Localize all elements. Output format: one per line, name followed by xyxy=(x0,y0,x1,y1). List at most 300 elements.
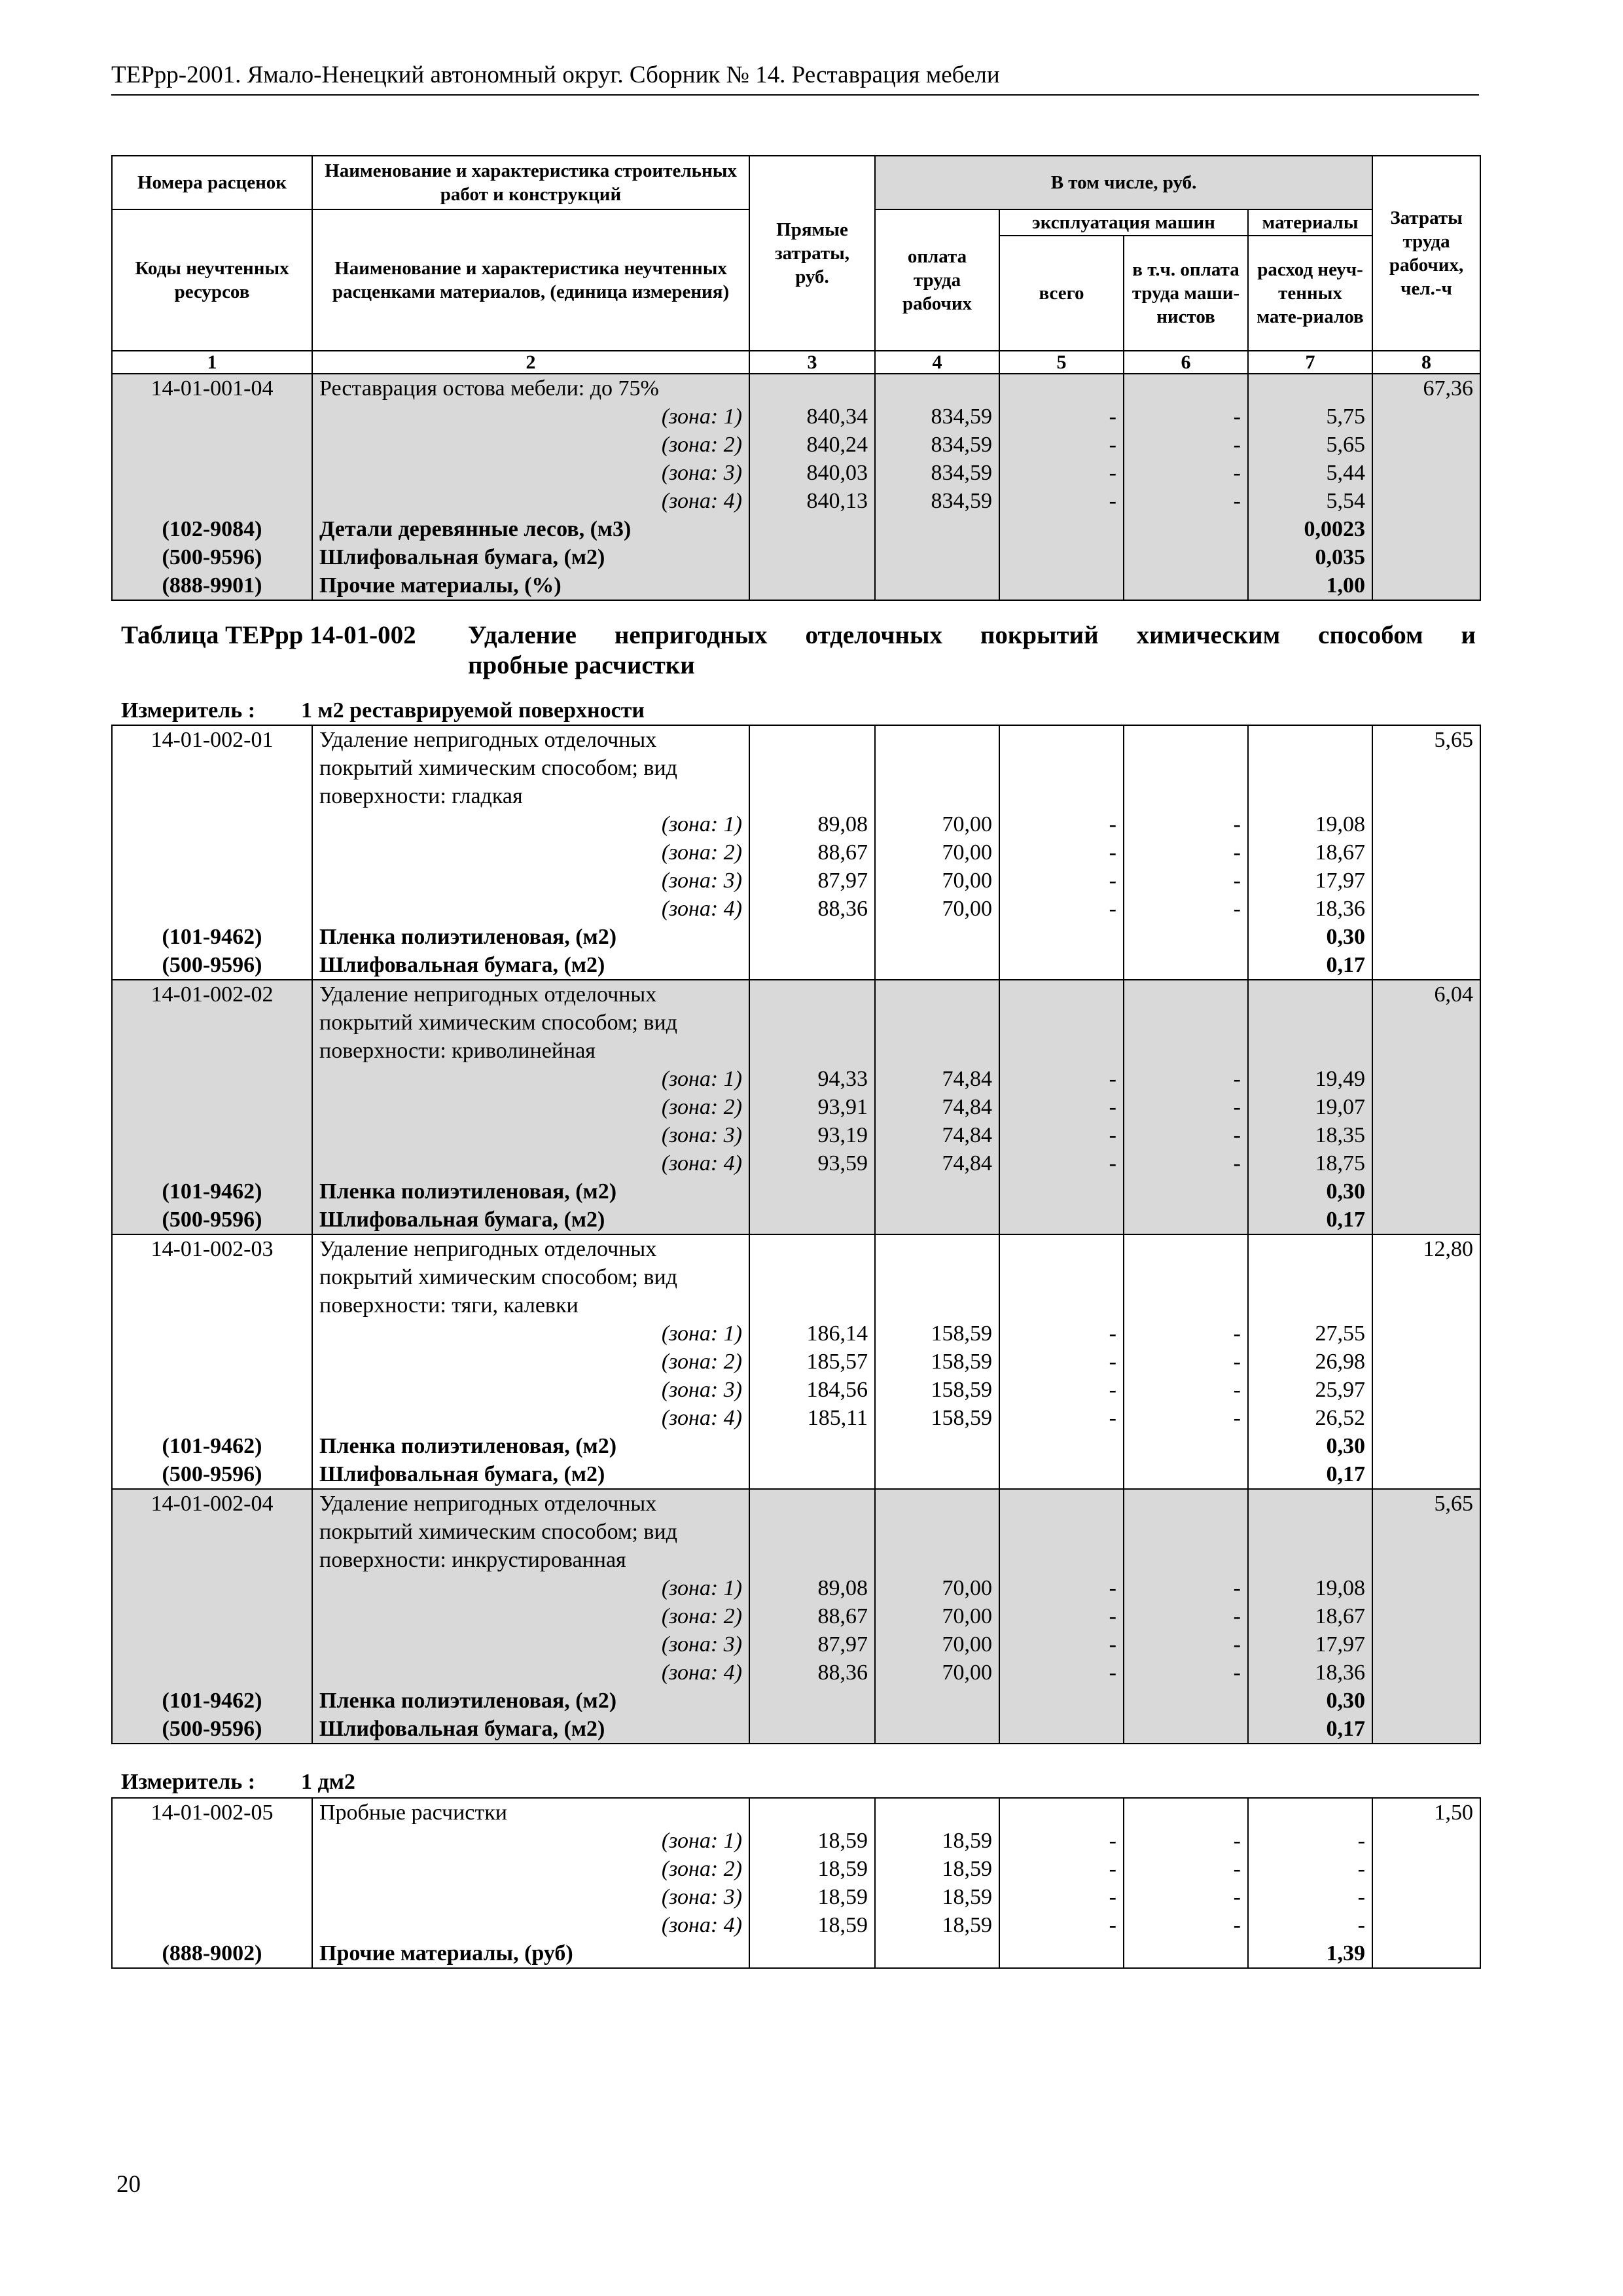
empty-cell xyxy=(999,1291,1124,1319)
rate-description: Удаление непригодных отделочных xyxy=(312,980,749,1009)
rate-description: Удаление непригодных отделочных xyxy=(312,1489,749,1518)
resource-name: Шлифовальная бумага, (м2) xyxy=(312,1460,749,1489)
rates-table-continued xyxy=(111,155,1481,601)
empty-cell xyxy=(112,1630,312,1659)
empty-cell xyxy=(1372,1630,1480,1659)
empty-cell xyxy=(1372,867,1480,895)
zone-row xyxy=(112,1376,1480,1404)
empty-cell xyxy=(749,923,875,951)
machine-wages-cost: - xyxy=(1124,1630,1248,1659)
empty-cell xyxy=(112,1319,312,1348)
entry-row xyxy=(112,374,1480,403)
materials-cost: 18,67 xyxy=(1248,838,1372,867)
materials-cost: - xyxy=(1248,1827,1372,1855)
empty-cell xyxy=(875,1291,999,1319)
empty-cell xyxy=(1372,1460,1480,1489)
empty-cell xyxy=(1248,1263,1372,1291)
empty-cell xyxy=(999,1546,1124,1574)
rate-description: покрытий химическим способом; вид xyxy=(312,1009,749,1037)
table-title-line2: пробные расчистки xyxy=(468,651,695,679)
empty-cell xyxy=(112,1602,312,1630)
empty-cell xyxy=(1372,1065,1480,1093)
empty-cell xyxy=(1124,951,1248,980)
rate-description: Удаление непригодных отделочных xyxy=(312,725,749,754)
wages-cost: 18,59 xyxy=(875,1883,999,1911)
zone-row xyxy=(112,1121,1480,1149)
empty-cell xyxy=(1248,1291,1372,1319)
empty-cell xyxy=(1248,725,1372,754)
material-row xyxy=(112,1177,1480,1206)
zone-row xyxy=(112,1149,1480,1177)
material-row xyxy=(112,1460,1480,1489)
material-row xyxy=(112,571,1480,600)
material-row xyxy=(112,1432,1480,1460)
empty-cell xyxy=(112,1911,312,1939)
machine-wages-cost: - xyxy=(1124,1602,1248,1630)
labor-cost: 5,65 xyxy=(1372,725,1480,754)
empty-cell xyxy=(112,1093,312,1121)
labor-cost: 6,04 xyxy=(1372,980,1480,1009)
empty-cell xyxy=(1248,1546,1372,1574)
zone-row xyxy=(112,838,1480,867)
empty-cell xyxy=(875,1432,999,1460)
zone-label: (зона: 2) xyxy=(312,1348,749,1376)
zone-row xyxy=(112,1065,1480,1093)
direct-cost: 93,59 xyxy=(749,1149,875,1177)
empty-cell xyxy=(1248,980,1372,1009)
direct-cost: 840,03 xyxy=(749,459,875,487)
empty-cell xyxy=(1372,1883,1480,1911)
empty-cell xyxy=(1124,1234,1248,1263)
empty-cell xyxy=(999,1432,1124,1460)
direct-cost: 18,59 xyxy=(749,1911,875,1939)
labor-cost: 12,80 xyxy=(1372,1234,1480,1263)
materials-cost: 17,97 xyxy=(1248,1630,1372,1659)
materials-cost: - xyxy=(1248,1911,1372,1939)
zone-label: (зона: 2) xyxy=(312,1093,749,1121)
resource-consumption: 0,17 xyxy=(1248,951,1372,980)
direct-cost: 184,56 xyxy=(749,1376,875,1404)
empty-cell xyxy=(1372,1574,1480,1602)
empty-cell xyxy=(1372,1432,1480,1460)
empty-cell xyxy=(1248,754,1372,782)
zone-row xyxy=(112,1911,1480,1939)
zone-label: (зона: 1) xyxy=(312,1319,749,1348)
materials-cost: 18,36 xyxy=(1248,895,1372,923)
empty-cell xyxy=(112,1121,312,1149)
empty-cell xyxy=(1124,1798,1248,1827)
empty-cell xyxy=(875,1489,999,1518)
machines-cost: - xyxy=(999,1348,1124,1376)
empty-cell xyxy=(999,1460,1124,1489)
empty-cell xyxy=(1372,1939,1480,1968)
empty-cell xyxy=(1372,951,1480,980)
empty-cell xyxy=(1124,1177,1248,1206)
material-row xyxy=(112,1206,1480,1234)
labor-cost: 67,36 xyxy=(1372,374,1480,403)
measure-value: 1 м2 реставрируемой поверхности xyxy=(301,698,645,723)
zone-label: (зона: 2) xyxy=(312,431,749,459)
empty-cell xyxy=(875,1939,999,1968)
empty-cell xyxy=(112,487,312,515)
empty-cell xyxy=(749,1432,875,1460)
empty-cell xyxy=(749,515,875,543)
wages-cost: 74,84 xyxy=(875,1121,999,1149)
empty-cell xyxy=(1124,980,1248,1009)
direct-cost: 18,59 xyxy=(749,1883,875,1911)
empty-cell xyxy=(112,1037,312,1065)
resource-code: (102-9084) xyxy=(112,515,312,543)
machine-wages-cost: - xyxy=(1124,838,1248,867)
machine-wages-cost: - xyxy=(1124,1827,1248,1855)
direct-cost: 840,13 xyxy=(749,487,875,515)
empty-cell xyxy=(999,1037,1124,1065)
empty-cell xyxy=(749,1687,875,1715)
wages-cost: 74,84 xyxy=(875,1093,999,1121)
resource-code: (101-9462) xyxy=(112,1177,312,1206)
resource-name: Шлифовальная бумага, (м2) xyxy=(312,543,749,571)
resource-consumption: 0,17 xyxy=(1248,1715,1372,1744)
empty-cell xyxy=(999,980,1124,1009)
empty-cell xyxy=(1372,1149,1480,1177)
resource-consumption: 1,39 xyxy=(1248,1939,1372,1968)
wages-cost: 74,84 xyxy=(875,1149,999,1177)
zone-row xyxy=(112,1574,1480,1602)
page-header xyxy=(111,60,1479,96)
resource-name: Пленка полиэтиленовая, (м2) xyxy=(312,1687,749,1715)
header-codes: Номера расценок xyxy=(112,156,312,209)
empty-cell xyxy=(1248,1234,1372,1263)
empty-cell xyxy=(749,1177,875,1206)
column-number: 5 xyxy=(999,351,1124,374)
column-number: 2 xyxy=(312,351,749,374)
empty-cell xyxy=(1372,1659,1480,1687)
empty-cell xyxy=(1248,1798,1372,1827)
header-machines: эксплуатация машин xyxy=(999,209,1248,236)
zone-row xyxy=(112,459,1480,487)
empty-cell xyxy=(1372,1121,1480,1149)
machines-cost: - xyxy=(999,1121,1124,1149)
empty-cell xyxy=(1372,754,1480,782)
zone-label: (зона: 2) xyxy=(312,1602,749,1630)
entry-row xyxy=(112,1489,1480,1518)
direct-cost: 88,36 xyxy=(749,895,875,923)
empty-cell xyxy=(749,951,875,980)
zone-label: (зона: 1) xyxy=(312,1827,749,1855)
resource-code: (500-9596) xyxy=(112,1715,312,1744)
rate-code: 14-01-002-01 xyxy=(112,725,312,754)
empty-cell xyxy=(1124,515,1248,543)
header-materials: материалы xyxy=(1248,209,1372,236)
resource-name: Прочие материалы, (руб) xyxy=(312,1939,749,1968)
empty-cell xyxy=(999,1489,1124,1518)
materials-cost: 5,44 xyxy=(1248,459,1372,487)
empty-cell xyxy=(749,1037,875,1065)
empty-cell xyxy=(112,782,312,810)
machines-cost: - xyxy=(999,431,1124,459)
empty-cell xyxy=(1372,1177,1480,1206)
entry-row xyxy=(112,725,1480,754)
machines-cost: - xyxy=(999,1093,1124,1121)
empty-cell xyxy=(1372,1602,1480,1630)
entry-row xyxy=(112,1518,1480,1546)
header-including: В том числе, руб. xyxy=(875,156,1372,209)
header-wages: оплата труда рабочих xyxy=(875,209,999,351)
empty-cell xyxy=(1372,1206,1480,1234)
direct-cost: 93,91 xyxy=(749,1093,875,1121)
empty-cell xyxy=(1372,1376,1480,1404)
empty-cell xyxy=(875,1546,999,1574)
machines-cost: - xyxy=(999,487,1124,515)
resource-consumption: 0,30 xyxy=(1248,1432,1372,1460)
empty-cell xyxy=(112,1291,312,1319)
empty-cell xyxy=(1372,459,1480,487)
zone-label: (зона: 3) xyxy=(312,1376,749,1404)
wages-cost: 70,00 xyxy=(875,1602,999,1630)
empty-cell xyxy=(1124,782,1248,810)
resource-name: Шлифовальная бумага, (м2) xyxy=(312,1715,749,1744)
machine-wages-cost: - xyxy=(1124,1659,1248,1687)
empty-cell xyxy=(1372,782,1480,810)
materials-cost: 18,35 xyxy=(1248,1121,1372,1149)
empty-cell xyxy=(875,571,999,600)
empty-cell xyxy=(112,1376,312,1404)
empty-cell xyxy=(1372,1687,1480,1715)
labor-cost: 1,50 xyxy=(1372,1798,1480,1827)
empty-cell xyxy=(999,1177,1124,1206)
empty-cell xyxy=(749,1009,875,1037)
empty-cell xyxy=(999,1263,1124,1291)
empty-cell xyxy=(1124,1206,1248,1234)
header-labor: Затраты труда рабочих, чел.-ч xyxy=(1372,156,1480,351)
entry-row xyxy=(112,980,1480,1009)
empty-cell xyxy=(999,543,1124,571)
empty-cell xyxy=(1372,571,1480,600)
zone-label: (зона: 2) xyxy=(312,838,749,867)
materials-cost: 18,75 xyxy=(1248,1149,1372,1177)
materials-cost: 5,54 xyxy=(1248,487,1372,515)
resource-name: Прочие материалы, (%) xyxy=(312,571,749,600)
empty-cell xyxy=(749,1234,875,1263)
direct-cost: 185,11 xyxy=(749,1404,875,1432)
zone-row xyxy=(112,1319,1480,1348)
machines-cost: - xyxy=(999,1149,1124,1177)
rate-description: покрытий химическим способом; вид xyxy=(312,1518,749,1546)
materials-cost: 18,36 xyxy=(1248,1659,1372,1687)
materials-cost: 26,52 xyxy=(1248,1404,1372,1432)
entry-row xyxy=(112,1234,1480,1263)
machine-wages-cost: - xyxy=(1124,431,1248,459)
empty-cell xyxy=(112,1574,312,1602)
empty-cell xyxy=(1372,1348,1480,1376)
empty-cell xyxy=(999,571,1124,600)
empty-cell xyxy=(749,725,875,754)
zone-row xyxy=(112,1855,1480,1883)
resource-name: Шлифовальная бумага, (м2) xyxy=(312,1206,749,1234)
resource-code: (888-9901) xyxy=(112,571,312,600)
zone-row xyxy=(112,431,1480,459)
zone-label: (зона: 4) xyxy=(312,1404,749,1432)
empty-cell xyxy=(1124,1009,1248,1037)
empty-cell xyxy=(749,782,875,810)
empty-cell xyxy=(999,1206,1124,1234)
zone-row xyxy=(112,1404,1480,1432)
rate-description: поверхности: тяги, калевки xyxy=(312,1291,749,1319)
empty-cell xyxy=(875,923,999,951)
empty-cell xyxy=(999,1234,1124,1263)
empty-cell xyxy=(1372,1546,1480,1574)
empty-cell xyxy=(875,1518,999,1546)
machines-cost: - xyxy=(999,1602,1124,1630)
empty-cell xyxy=(1124,1715,1248,1744)
entry-row xyxy=(112,754,1480,782)
material-row xyxy=(112,951,1480,980)
column-number: 4 xyxy=(875,351,999,374)
zone-label: (зона: 4) xyxy=(312,895,749,923)
header-resource-name: Наименование и характеристика неучтенных расценками материалов, (единица измерения) xyxy=(312,209,749,351)
machine-wages-cost: - xyxy=(1124,403,1248,431)
rates-table-14-01-002 xyxy=(111,725,1481,1744)
header-direct-costs: Прямые затраты, руб. xyxy=(749,156,875,351)
empty-cell xyxy=(1124,725,1248,754)
empty-cell xyxy=(999,515,1124,543)
zone-row xyxy=(112,895,1480,923)
direct-cost: 185,57 xyxy=(749,1348,875,1376)
resource-consumption: 0,30 xyxy=(1248,1687,1372,1715)
direct-cost: 840,34 xyxy=(749,403,875,431)
empty-cell xyxy=(999,1715,1124,1744)
empty-cell xyxy=(1124,1518,1248,1546)
machines-cost: - xyxy=(999,459,1124,487)
empty-cell xyxy=(875,1009,999,1037)
machine-wages-cost: - xyxy=(1124,1911,1248,1939)
empty-cell xyxy=(112,403,312,431)
empty-cell xyxy=(749,1206,875,1234)
wages-cost: 158,59 xyxy=(875,1376,999,1404)
machines-cost: - xyxy=(999,1911,1124,1939)
machine-wages-cost: - xyxy=(1124,1149,1248,1177)
machine-wages-cost: - xyxy=(1124,867,1248,895)
resource-consumption: 1,00 xyxy=(1248,571,1372,600)
resource-code: (500-9596) xyxy=(112,1206,312,1234)
empty-cell xyxy=(1124,1037,1248,1065)
column-number: 6 xyxy=(1124,351,1248,374)
column-number: 8 xyxy=(1372,351,1480,374)
wages-cost: 70,00 xyxy=(875,838,999,867)
wages-cost: 70,00 xyxy=(875,867,999,895)
rate-description: Реставрация остова мебели: до 75% xyxy=(312,374,749,403)
empty-cell xyxy=(749,1489,875,1518)
machines-cost: - xyxy=(999,1404,1124,1432)
empty-cell xyxy=(1372,838,1480,867)
empty-cell xyxy=(875,1460,999,1489)
empty-cell xyxy=(1372,1827,1480,1855)
empty-cell xyxy=(1124,1432,1248,1460)
materials-cost: 19,49 xyxy=(1248,1065,1372,1093)
entry-row xyxy=(112,1037,1480,1065)
empty-cell xyxy=(112,754,312,782)
table-title-line1: Удаление непригодных отделочных покрытий химическим способом и xyxy=(468,621,1476,649)
empty-cell xyxy=(749,543,875,571)
empty-cell xyxy=(999,782,1124,810)
empty-cell xyxy=(1124,1263,1248,1291)
machines-cost: - xyxy=(999,1883,1124,1911)
empty-cell xyxy=(1124,571,1248,600)
zone-row xyxy=(112,1659,1480,1687)
empty-cell xyxy=(112,895,312,923)
direct-cost: 87,97 xyxy=(749,1630,875,1659)
material-row xyxy=(112,923,1480,951)
materials-cost: 5,75 xyxy=(1248,403,1372,431)
zone-row xyxy=(112,1883,1480,1911)
empty-cell xyxy=(1248,1037,1372,1065)
rate-description: поверхности: криволинейная xyxy=(312,1037,749,1065)
zone-row xyxy=(112,403,1480,431)
materials-cost: 19,08 xyxy=(1248,810,1372,838)
empty-cell xyxy=(112,459,312,487)
material-row xyxy=(112,1939,1480,1968)
direct-cost: 87,97 xyxy=(749,867,875,895)
empty-cell xyxy=(112,1827,312,1855)
materials-cost: 25,97 xyxy=(1248,1376,1372,1404)
empty-cell xyxy=(1124,1546,1248,1574)
materials-cost: 17,97 xyxy=(1248,867,1372,895)
rate-description: поверхности: инкрустированная xyxy=(312,1546,749,1574)
empty-cell xyxy=(1124,1489,1248,1518)
empty-cell xyxy=(112,1546,312,1574)
empty-cell xyxy=(749,1263,875,1291)
empty-cell xyxy=(112,1348,312,1376)
table-label: Таблица ТЕРрр 14-01-002 xyxy=(121,621,416,649)
header-name: Наименование и характеристика строительных работ и конструкций xyxy=(312,156,749,209)
wages-cost: 18,59 xyxy=(875,1911,999,1939)
machine-wages-cost: - xyxy=(1124,1404,1248,1432)
empty-cell xyxy=(875,951,999,980)
empty-cell xyxy=(999,1687,1124,1715)
empty-cell xyxy=(1248,1489,1372,1518)
direct-cost: 89,08 xyxy=(749,1574,875,1602)
wages-cost: 70,00 xyxy=(875,1630,999,1659)
machine-wages-cost: - xyxy=(1124,810,1248,838)
labor-cost: 5,65 xyxy=(1372,1489,1480,1518)
machine-wages-cost: - xyxy=(1124,1574,1248,1602)
zone-label: (зона: 3) xyxy=(312,867,749,895)
machines-cost: - xyxy=(999,1065,1124,1093)
machines-cost: - xyxy=(999,1659,1124,1687)
zone-label: (зона: 4) xyxy=(312,1659,749,1687)
entry-row xyxy=(112,1291,1480,1319)
machines-cost: - xyxy=(999,1319,1124,1348)
empty-cell xyxy=(112,1518,312,1546)
empty-cell xyxy=(112,810,312,838)
wages-cost: 834,59 xyxy=(875,403,999,431)
entry-row xyxy=(112,1009,1480,1037)
empty-cell xyxy=(749,374,875,403)
empty-cell xyxy=(875,1177,999,1206)
machine-wages-cost: - xyxy=(1124,1348,1248,1376)
materials-cost: 18,67 xyxy=(1248,1602,1372,1630)
zone-row xyxy=(112,1827,1480,1855)
empty-cell xyxy=(1248,374,1372,403)
empty-cell xyxy=(875,515,999,543)
empty-cell xyxy=(1372,895,1480,923)
zone-row xyxy=(112,1602,1480,1630)
resource-name: Детали деревянные лесов, (м3) xyxy=(312,515,749,543)
empty-cell xyxy=(112,1883,312,1911)
empty-cell xyxy=(875,1263,999,1291)
measure-value: 1 дм2 xyxy=(301,1770,355,1794)
empty-cell xyxy=(1372,1518,1480,1546)
